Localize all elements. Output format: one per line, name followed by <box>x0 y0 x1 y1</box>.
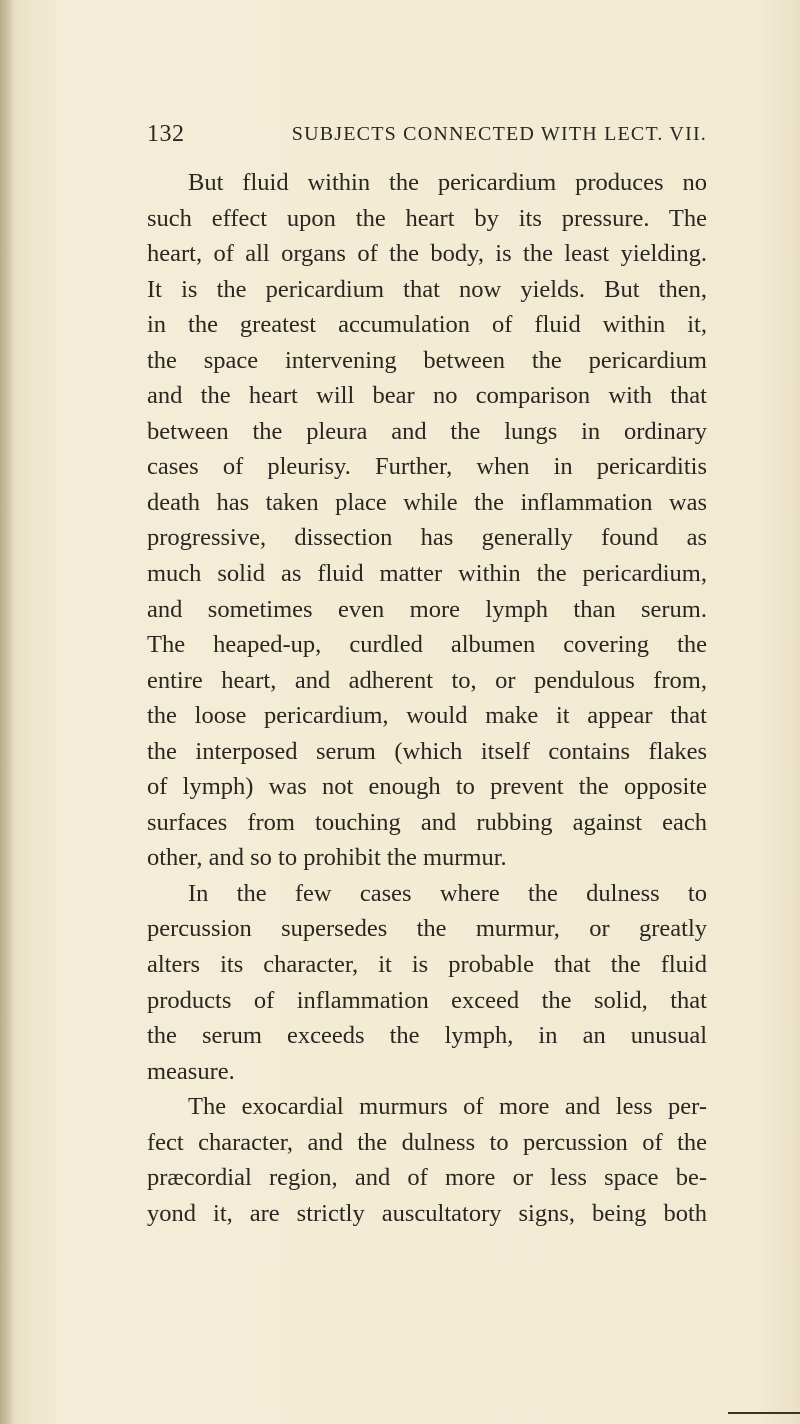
text-line: the interposed serum (which itself contains flakes <box>147 737 707 765</box>
text-line: the space intervening between the pericardium <box>147 346 707 374</box>
text-line: percussion supersedes the murmur, or greatly <box>147 915 707 943</box>
page-number: 132 <box>147 121 185 147</box>
text-line: products of inflammation exceed the solid, that <box>147 986 707 1014</box>
text-line: yond it, are strictly auscultatory signs, being both <box>147 1199 707 1227</box>
text-line: the loose pericardium, would make it appear that <box>147 702 707 730</box>
bottom-edge-rule <box>728 1412 800 1414</box>
text-line: fect character, and the dulness to percussion of the <box>147 1128 707 1156</box>
text-line: such effect upon the heart by its pressure. The <box>147 204 707 232</box>
text-line: of lymph) was not enough to prevent the opposite <box>147 773 707 801</box>
text-line: In the few cases where the dulness to <box>188 879 707 907</box>
text-line: heart, of all organs of the body, is the least yielding. <box>147 240 707 268</box>
text-line: much solid as fluid matter within the pericardium, <box>147 560 707 588</box>
page-header <box>147 116 707 152</box>
text-line: measure. <box>147 1057 235 1085</box>
text-line: It is the pericardium that now yields. But then, <box>147 275 707 303</box>
text-line: in the greatest accumulation of fluid within it, <box>147 311 707 339</box>
text-line: and the heart will bear no comparison with that <box>147 382 707 410</box>
text-line: But fluid within the pericardium produces no <box>188 169 707 196</box>
running-head: SUBJECTS CONNECTED WITH LECT. VII. <box>291 123 707 145</box>
text-line: the serum exceeds the lymph, in an unusual <box>147 1022 707 1050</box>
page-gutter-shadow <box>0 0 14 1424</box>
text-line: entire heart, and adherent to, or pendulous from, <box>147 666 707 694</box>
text-line: alters its character, it is probable that the fluid <box>147 951 707 979</box>
body-text <box>147 165 707 1231</box>
text-line: and sometimes even more lymph than serum. <box>147 595 707 623</box>
text-line: præcordial region, and of more or less space be- <box>147 1164 707 1192</box>
text-line: The heaped-up, curdled albumen covering the <box>147 631 707 659</box>
text-line: progressive, dissection has generally found as <box>147 524 707 552</box>
text-line: surfaces from touching and rubbing against each <box>147 808 707 836</box>
text-line: other, and so to prohibit the murmur. <box>147 844 507 872</box>
text-line: The exocardial murmurs of more and less per- <box>188 1093 707 1121</box>
text-line: death has taken place while the inflammation was <box>147 488 707 516</box>
text-line: between the pleura and the lungs in ordinary <box>147 417 707 445</box>
text-line: cases of pleurisy. Further, when in pericarditis <box>147 453 707 481</box>
